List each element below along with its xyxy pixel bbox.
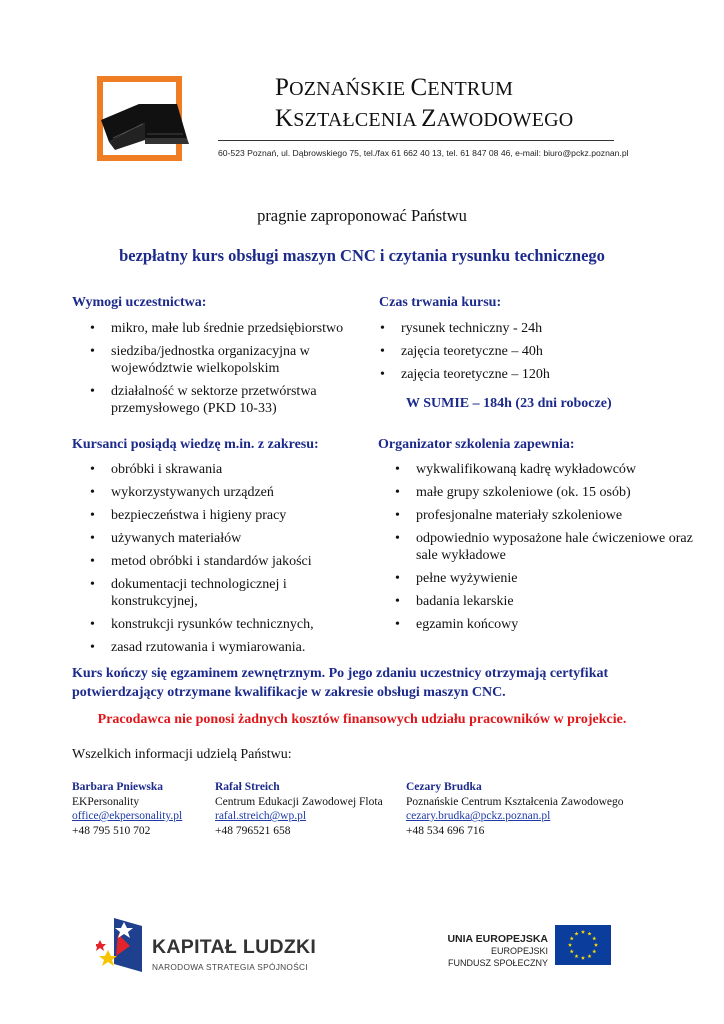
duration-heading: Czas trwania kursu: [379,295,502,310]
list-item: • konstrukcji rysunków technicznych, [90,617,314,632]
list-item: • zasad rzutowania i wymiarowania. [90,640,306,655]
contact-card [215,780,383,838]
contact-email-link[interactable]: rafal.streich@wp.pl [215,810,307,822]
eu-star-icon [570,949,574,953]
organization-name-line1: POZNAŃSKIE CENTRUM [275,74,514,101]
eu-line3: FUNDUSZ SPOŁECZNY [447,958,548,968]
open-book-icon [95,98,195,158]
organizer-list [378,461,698,639]
contact-email-link[interactable]: office@ekpersonality.pl [72,810,183,822]
contact-email-link[interactable]: cezary.brudka@pckz.poznan.pl [406,810,551,822]
list-item: • używanych materiałów [90,531,242,546]
contact-card [406,780,623,838]
list-item: • dokumentacji technologicznej i konstrukcyjnej, [90,577,287,609]
list-item: • rysunek techniczny - 24h [380,321,543,336]
knowledge-heading: Kursanci posiądą wiedzę m.in. z zakresu: [72,437,319,452]
list-item: • mikro, małe lub średnie przedsiębiorstwo [90,321,344,336]
list-item: • odpowiednio wyposażone hale ćwiczeniowe oraz sale wykładowe [395,531,693,563]
contact-name: Rafał Streich [215,781,280,793]
contact-phone: +48 534 696 716 [406,824,485,837]
contact-name: Barbara Pniewska [72,781,164,793]
eu-star-icon [581,930,585,934]
eu-flag-icon [555,925,611,965]
knowledge-list [73,461,373,662]
cost-note: Pracodawca nie ponosi żadnych kosztów finansowych udziału pracowników w projekcie. [97,712,627,727]
eu-fund-text [430,933,548,969]
list-item: • zajęcia teoretyczne – 120h [380,367,550,382]
eu-line1: UNIA EUROPEJSKA [447,933,548,945]
organizer-heading: Organizator szkolenia zapewnia: [378,437,575,452]
eu-star-icon [587,954,591,958]
list-item: • metod obróbki i standardów jakości [90,554,312,569]
contact-organization: Centrum Edukacji Zawodowej Flota [215,795,383,808]
duration-total: W SUMIE – 184h (23 dni robocze) [406,396,612,411]
organization-address: 60-523 Poznań, ul. Dąbrowskiego 75, tel./fax 61 662 40 13, tel. 61 847 08 46, e-mail: biuro@pckz.poznan.pl [218,148,629,158]
organization-name-line2: KSZTAŁCENIA ZAWODOWEGO [275,105,574,132]
eu-star-icon [587,932,591,936]
course-title: bezpłatny kurs obsługi maszyn CNC i czytania rysunku technicznego [119,246,605,265]
list-item: • siedziba/jednostka organizacyjna w województwie wielkopolskim [90,344,310,376]
requirements-heading: Wymogi uczestnictwa: [72,295,207,310]
kapital-ludzki-logo-icon [96,912,150,974]
eu-star-icon [574,932,578,936]
organization-logo [97,76,182,161]
list-item: • bezpieczeństwa i higieny pracy [90,508,287,523]
eu-line2: EUROPEJSKI [490,946,548,956]
eu-star-icon [594,943,598,947]
list-item: • wykorzystywanych urządzeń [90,485,274,500]
contact-phone: +48 796521 658 [215,824,291,837]
eu-star-icon [592,949,596,953]
contact-card [72,780,182,838]
contact-phone: +48 795 510 702 [72,824,151,837]
list-item: • małe grupy szkoleniowe (ok. 15 osób) [395,485,631,500]
duration-list [363,320,683,389]
contact-organization: Poznańskie Centrum Kształcenia Zawodowego [406,795,624,808]
requirements-list [73,320,373,423]
list-item: • profesjonalne materiały szkoleniowe [395,508,623,523]
list-item: • wykwalifikowaną kadrę wykładowców [395,462,637,477]
contact-organization: EKPersonality [72,795,140,808]
eu-star-icon [592,936,596,940]
eu-star-icon [581,956,585,960]
list-item: • egzamin końcowy [395,617,519,632]
kapital-ludzki-title: KAPITAŁ LUDZKI [152,936,317,958]
list-item: • obróbki i skrawania [90,462,223,477]
list-item: • pełne wyżywienie [395,571,518,586]
eu-star-icon [570,936,574,940]
header-divider [218,140,614,141]
list-item: • zajęcia teoretyczne – 40h [380,344,543,359]
eu-star-icon [574,954,578,958]
contact-name: Cezary Brudka [406,781,482,793]
eu-star-icon [568,943,572,947]
kapital-ludzki-subtitle: NARODOWA STRATEGIA SPÓJNOŚCI [152,962,308,972]
exam-note: Kurs kończy się egzaminem zewnętrznym. Po jego zdaniu uczestnicy otrzymają certyfikat potwierdzający otrzymane kwalifikacje w zakresie obsługi maszyn CNC. [72,666,609,700]
list-item: • działalność w sektorze przetwórstwa przemysłowego (PKD 10-33) [90,384,317,416]
info-intro: Wszelkich informacji udzielą Państwu: [72,747,292,762]
list-item: • badania lekarskie [395,594,514,609]
intro-text: pragnie zaproponować Państwu [257,206,467,225]
